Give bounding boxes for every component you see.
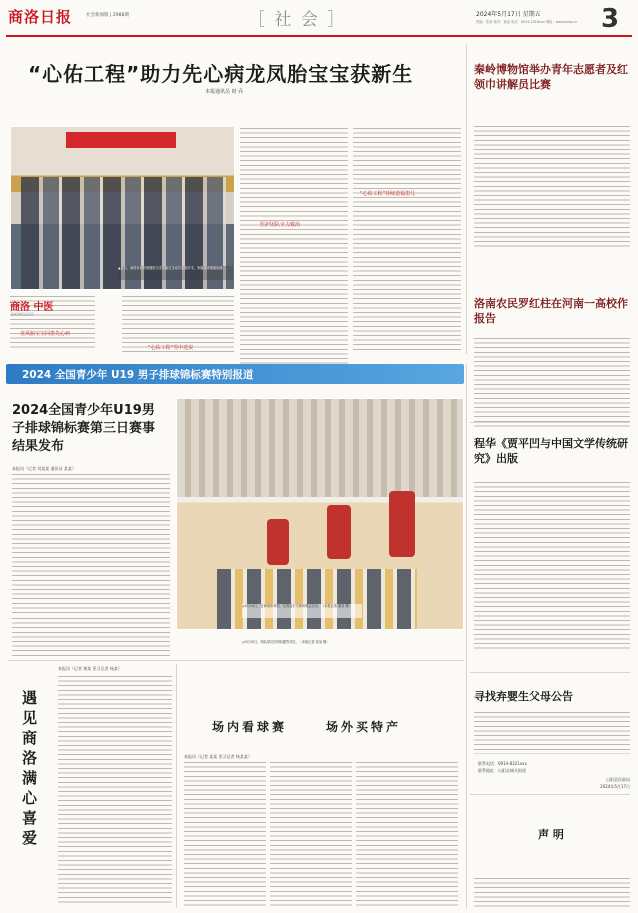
right-title-2: 洛南农民罗红柱在河南一高校作报告 bbox=[474, 297, 628, 325]
player-red-left bbox=[267, 519, 289, 565]
player-red-mid bbox=[327, 505, 351, 559]
lead-byline: 本报通讯员 时 乔 bbox=[205, 89, 244, 95]
side-title: 遇见商洛满心喜爱 bbox=[22, 689, 38, 847]
report1-title: 场内看球赛 bbox=[212, 720, 288, 734]
subhead-3: 医护团队全力救治 bbox=[260, 222, 301, 228]
report-text-col3 bbox=[356, 762, 458, 908]
lead-text-col1 bbox=[240, 128, 348, 368]
notice-contact bbox=[478, 760, 527, 774]
volley-text-2 bbox=[12, 618, 170, 656]
volley-photo-caption-2: ◎5月15日，两队球员在网前激烈对抗。（本报记者 某某 摄） bbox=[242, 640, 330, 644]
right-title-4: 寻找弃婴生父母公告 bbox=[474, 690, 573, 703]
masthead bbox=[0, 0, 638, 38]
masthead-sub: 社会新闻版 | 2988期 bbox=[86, 13, 129, 18]
lead-photo-caption: ▲近日，商洛市妇幼保健院为龙凤胎宝宝成功实施手术，家属送来锦旗致谢。 bbox=[118, 266, 233, 280]
report2-title: 场外买特产 bbox=[326, 720, 402, 734]
special-banner bbox=[6, 364, 464, 384]
right-divider-1 bbox=[470, 422, 630, 423]
notice-date: 2024年5月17日 bbox=[600, 784, 630, 789]
notice-contact-label: 联系电话： bbox=[478, 761, 498, 766]
kids-group bbox=[217, 569, 417, 629]
right-text-1 bbox=[474, 126, 630, 248]
shangluo-ad-label: 商洛 中医 bbox=[10, 302, 54, 313]
lead-divider bbox=[466, 44, 467, 354]
lead-text-col2 bbox=[353, 128, 461, 351]
masthead-rule bbox=[6, 35, 632, 37]
side-byline: 本报讯（记者 黄某 见习记者 杨某） bbox=[58, 666, 122, 671]
lead-title: “心佑工程”助力先心病龙凤胎宝宝获新生 bbox=[28, 62, 414, 86]
statement-title: 声 明 bbox=[538, 828, 564, 841]
report-text-col2 bbox=[270, 762, 352, 908]
side-text bbox=[58, 676, 172, 906]
player-red-right bbox=[389, 491, 415, 557]
subhead-1: 龙凤胎宝宝同患先心病 bbox=[20, 331, 71, 337]
report-text-col1 bbox=[184, 762, 266, 908]
issue-date: 2024年5月17日 星期五 bbox=[476, 11, 541, 18]
section-title: ［ 社 会 ］ bbox=[248, 10, 347, 30]
volley-photo bbox=[176, 398, 464, 630]
subhead-5: “心佑工程”持续造福患儿 bbox=[360, 191, 416, 197]
right-text-2 bbox=[474, 338, 630, 430]
notice-address-label: 联系地址： bbox=[478, 768, 498, 773]
editor-line: 责编：张某 校对：某某 电话：0914-2318xxx 网址：www.slrbs.cn bbox=[476, 20, 578, 24]
crowd bbox=[177, 399, 464, 497]
shangluo-ad bbox=[8, 294, 94, 322]
subhead-2: “心佑工程”雪中送炭 bbox=[148, 345, 194, 351]
notice-signature bbox=[560, 776, 630, 790]
right-title-3: 程华《贾平凹与中国文学传统研究》出版 bbox=[474, 437, 628, 465]
banner-red bbox=[66, 132, 176, 148]
right-text-4 bbox=[474, 712, 630, 754]
right-title-1: 秦岭博物馆举办青年志愿者及红领巾讲解员比赛 bbox=[474, 63, 628, 91]
side-divider bbox=[176, 664, 177, 908]
special-banner-text: 2024 全国青少年 U19 男子排球锦标赛特别报道 bbox=[22, 369, 254, 381]
notice-contact-phone: 0914-8321xxx bbox=[498, 761, 527, 766]
volley-divider bbox=[8, 660, 464, 661]
page-number: 3 bbox=[601, 4, 620, 34]
shangluo-ad-sub: SHANGLUO bbox=[11, 312, 34, 317]
newspaper-logo: 商洛日报 bbox=[8, 8, 73, 26]
report-byline: 本报讯（记者 某某 见习记者 杨某某） bbox=[184, 754, 252, 759]
statement-text bbox=[474, 878, 630, 908]
notice-address: 山阳县城关街道 bbox=[498, 768, 526, 773]
volley-byline: 本报讯（记者 刘某某 通讯员 某某） bbox=[12, 466, 76, 471]
right-text-3 bbox=[474, 482, 630, 652]
right-divider-3 bbox=[470, 794, 630, 795]
right-divider-2 bbox=[470, 672, 630, 673]
volley-text bbox=[12, 474, 170, 614]
volley-title: 2024全国青少年U19男子排球锦标赛第三日赛事结果发布 bbox=[12, 403, 156, 454]
volley-photo-caption-1: ◎5月14日，在商洛体育馆，比赛选手与现场观众互动。（本报记者 谢某 摄） bbox=[242, 604, 362, 618]
notice-owner: 山阳县民政局 bbox=[606, 777, 630, 782]
column-divider bbox=[466, 364, 467, 909]
